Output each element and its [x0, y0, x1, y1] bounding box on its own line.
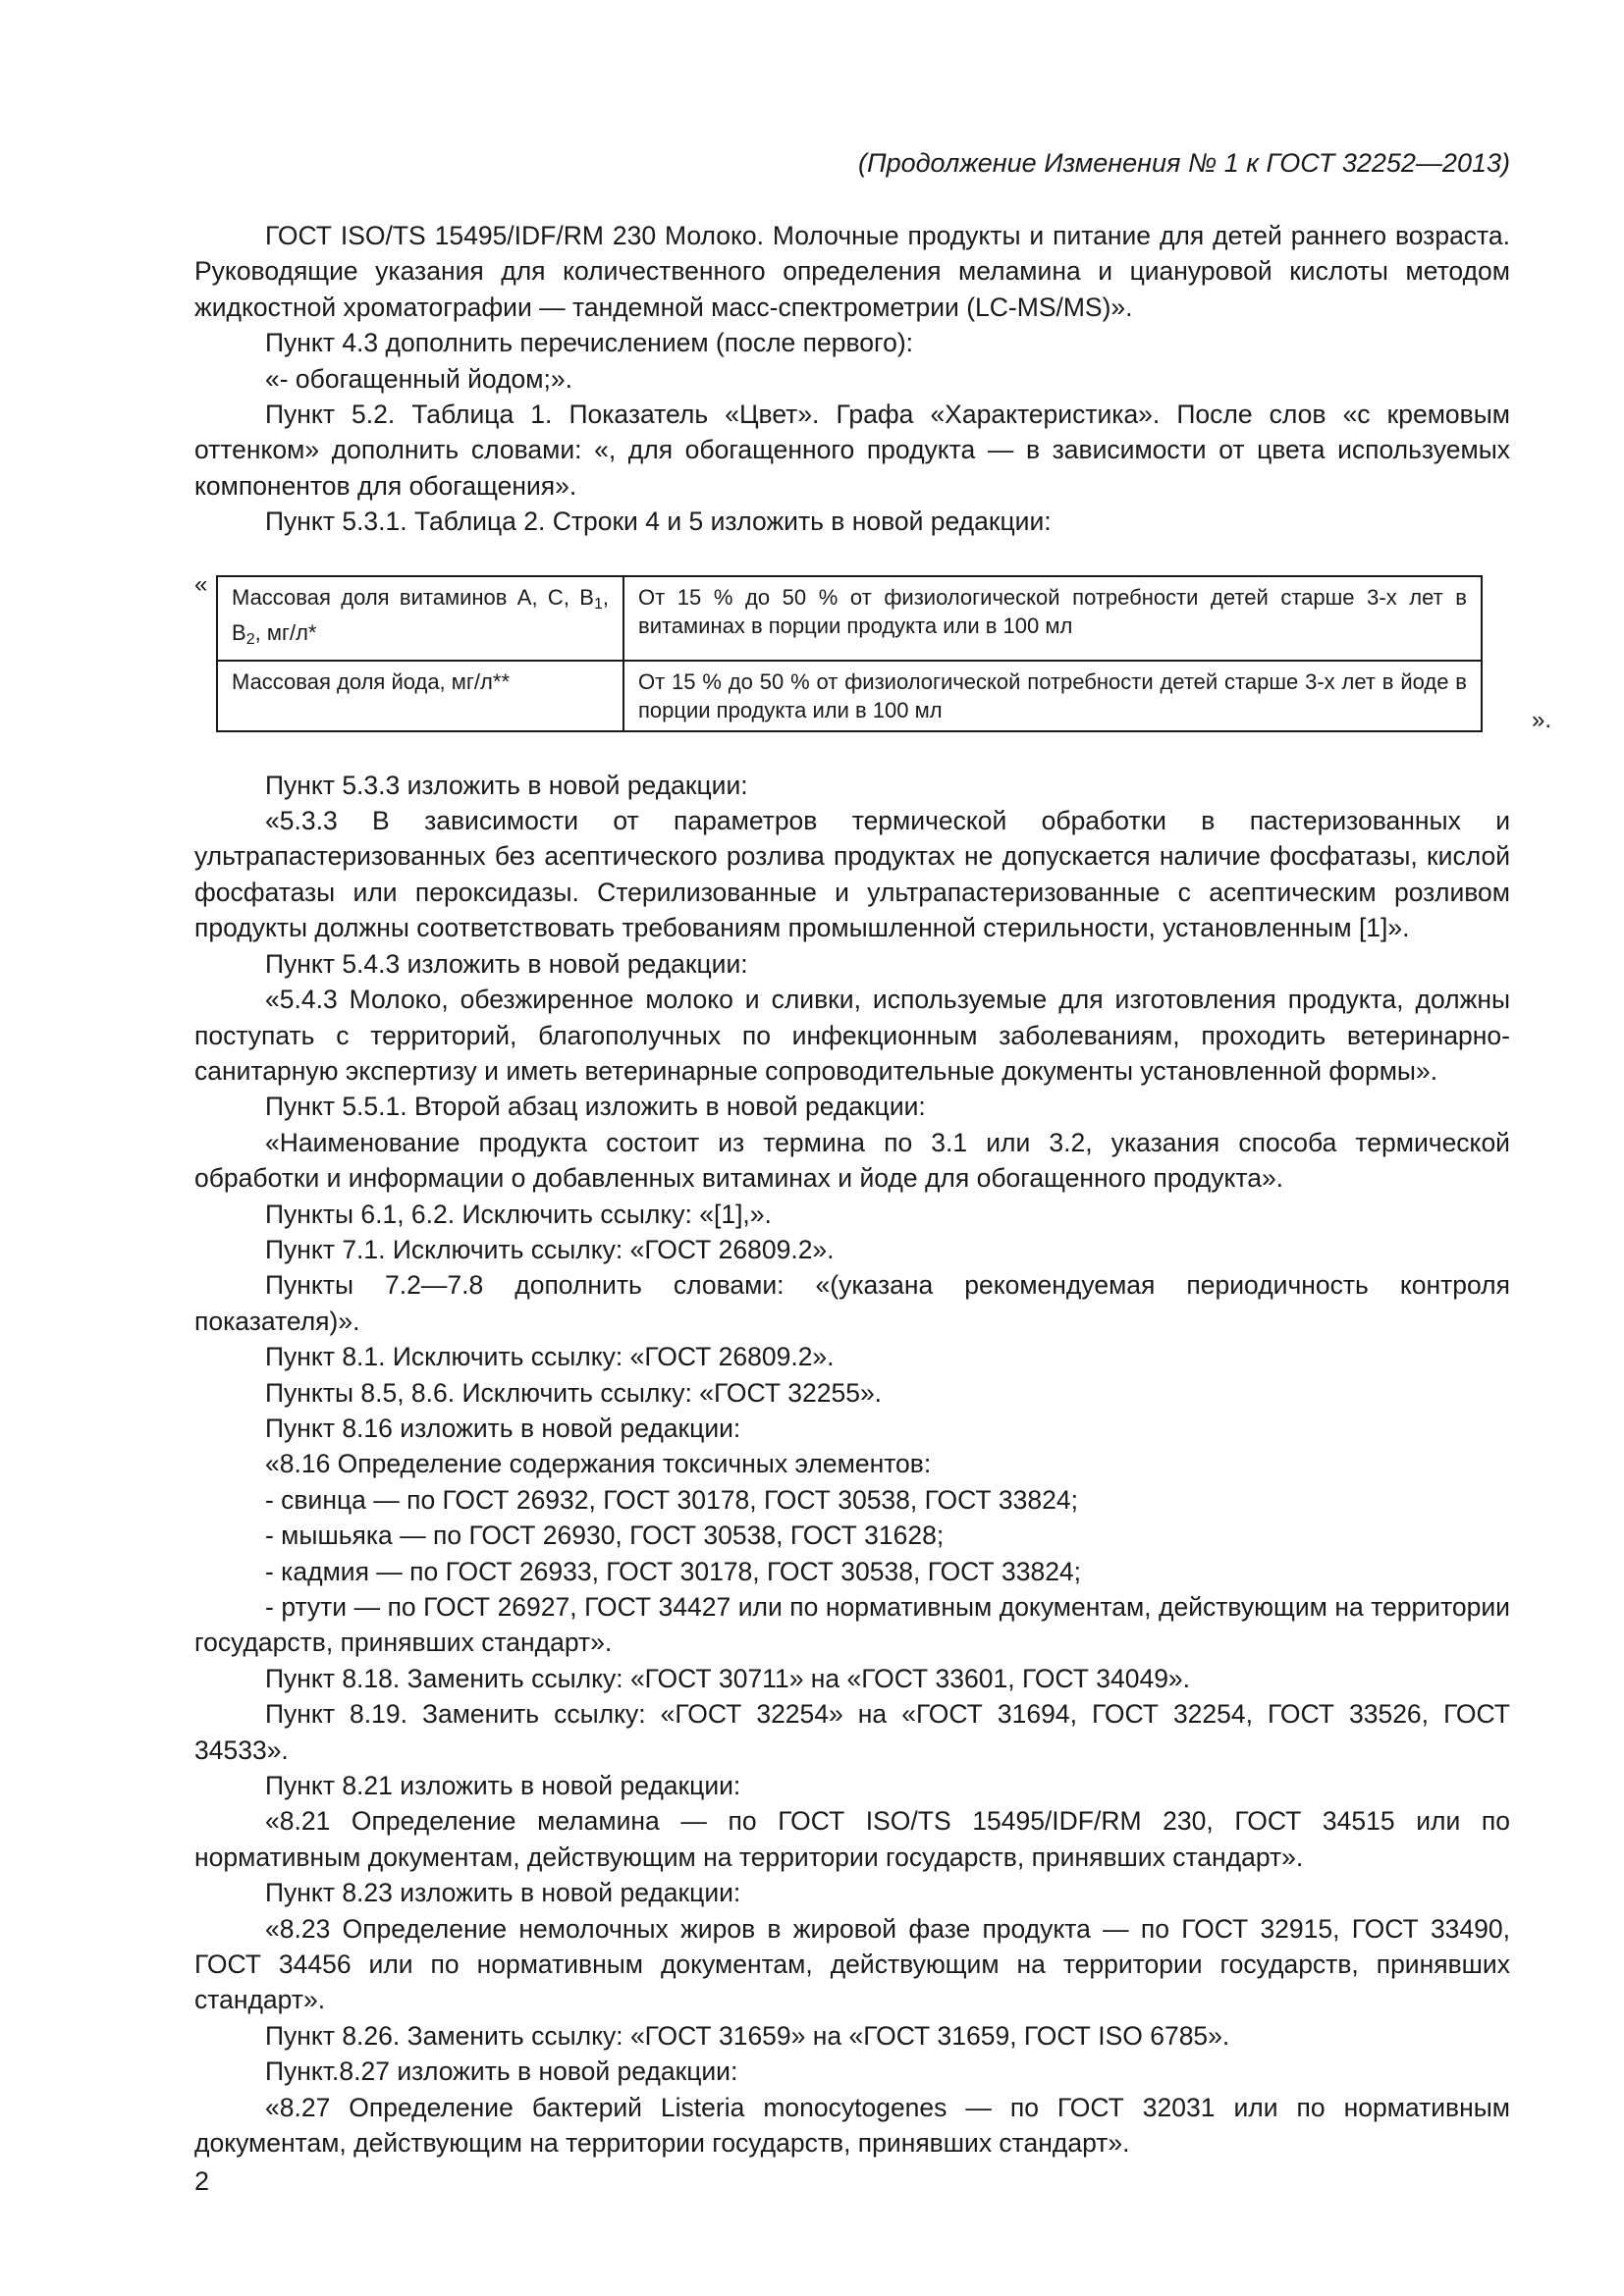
paragraph: - свинца — по ГОСТ 26932, ГОСТ 30178, ГОСТ 30538, ГОСТ 33824;: [265, 1484, 1078, 1515]
paragraph: Пункт 5.3.1. Таблица 2. Строки 4 и 5 изложить в новой редакции:: [265, 507, 1052, 537]
paragraph: «8.27 Определение бактерий Listeria monocytogenes — по ГОСТ 32031 или по нормативным документам, действующим на территории государств, принявших стандарт».: [194, 2092, 1510, 2159]
table-cell-indicator: [217, 576, 623, 661]
table-cell-indicator: Массовая доля йода, мг/л**: [217, 661, 623, 731]
paragraph: Пункт 8.1. Исключить ссылку: «ГОСТ 26809.2».: [265, 1342, 835, 1372]
table-open-quote: «: [194, 570, 208, 598]
cell-text: , мг/л*: [254, 619, 317, 645]
table-row: [217, 576, 1482, 661]
paragraph: - ртути — по ГОСТ 26927, ГОСТ 34427 или по нормативным документам, действующим на территории государств, принявших стандарт».: [194, 1592, 1510, 1658]
paragraph: «8.23 Определение немолочных жиров в жировой фазе продукта — по ГОСТ 32915, ГОСТ 33490, ГОСТ 34456 или по нормативным документам, действующим на территории государств, принявших стандарт».: [194, 1913, 1510, 2015]
paragraph: - мышьяка — по ГОСТ 26930, ГОСТ 30538, ГОСТ 31628;: [265, 1521, 945, 1551]
table-cell-characteristic: От 15 % до 50 % от физиологической потребности детей старше 3-х лет в витаминах в порции продукта или в 100 мл: [623, 576, 1482, 661]
table-container: [194, 570, 1551, 733]
document-page: [194, 145, 1551, 2199]
paragraph: Пункт 8.21 изложить в новой редакции:: [265, 1771, 741, 1801]
paragraph: Пункт 5.5.1. Второй абзац изложить в новой редакции:: [265, 1092, 926, 1122]
paragraph: Пункт 8.23 изложить в новой редакции:: [265, 1878, 741, 1908]
paragraph: Пункт 8.18. Заменить ссылку: «ГОСТ 30711» на «ГОСТ 33601, ГОСТ 34049».: [265, 1663, 1191, 1693]
paragraph: «- обогащенный йодом;».: [265, 363, 572, 394]
paragraph: Пункт 8.26. Заменить ссылку: «ГОСТ 31659» на «ГОСТ 31659, ГОСТ ISO 6785».: [265, 2020, 1230, 2051]
paragraph: Пункты 7.2—7.8 дополнить словами: «(указана рекомендуемая периодичность контроля показателя)».: [194, 1270, 1510, 1336]
paragraph: «Наименование продукта состоит из термина по 3.1 или 3.2, указания способа термической обработки и информации о добавленных витаминах и йоде для обогащенного продукта».: [194, 1127, 1510, 1194]
paragraph: Пункт 5.4.3 изложить в новой редакции:: [265, 948, 748, 979]
page-number: 2: [194, 2165, 210, 2196]
paragraph: Пункт 5.2. Таблица 1. Показатель «Цвет». Графа «Характеристика». После слов «с кремовым оттенком» дополнить словами: «, для обогащенного продукта — в зависимости от цвета используемых компонентов для обогащения».: [194, 400, 1510, 501]
cell-text: Массовая доля витаминов А, С, В: [232, 584, 594, 610]
table-close-quote: ».: [1531, 706, 1551, 733]
body-text: [194, 768, 1510, 2162]
table-cell-characteristic: От 15 % до 50 % от физиологической потребности детей старше 3-х лет в йоде в порции продукта или в 100 мл: [623, 661, 1482, 731]
paragraph: Пункт 5.3.3 изложить в новой редакции:: [265, 770, 748, 800]
page-header: (Продолжение Изменения № 1 к ГОСТ 32252—2013): [858, 148, 1510, 178]
paragraph: Пункты 8.5, 8.6. Исключить ссылку: «ГОСТ 32255».: [265, 1377, 883, 1408]
paragraph: Пункт 8.19. Заменить ссылку: «ГОСТ 32254» на «ГОСТ 31694, ГОСТ 32254, ГОСТ 33526, ГОСТ 34533».: [194, 1699, 1510, 1765]
subscript: 2: [245, 630, 255, 648]
requirements-table: [216, 575, 1483, 732]
paragraph: ГОСТ ISO/TS 15495/IDF/RM 230 Молоко. Молочные продукты и питание для детей раннего возраста. Руководящие указания для количественного определения меламина и циануровой кислоты методом жидкостной хроматографии — тандемной масс-спектрометрии (LC-MS/MS)».: [194, 221, 1510, 322]
paragraph: «8.21 Определение меламина — по ГОСТ ISO/TS 15495/IDF/RM 230, ГОСТ 34515 или по нормативным документам, действующим на территории государств, принявших стандарт».: [194, 1806, 1510, 1872]
paragraph: «8.16 Определение содержания токсичных элементов:: [265, 1449, 932, 1479]
paragraph: Пункт 8.16 изложить в новой редакции:: [265, 1413, 741, 1443]
paragraph: «5.3.3 В зависимости от параметров термической обработки в пастеризованных и ультрапастеризованных без асептического розлива продуктах не допускается наличие фосфатазы, кислой фосфатазы или пероксидазы. Стерилизованные и ультрапастеризованные с асептическим розливом продукты должны соответствовать требованиям промышленной стерильности, установленным [1]».: [194, 806, 1510, 943]
table-row: [217, 661, 1482, 731]
paragraph: Пункт.8.27 изложить в новой редакции:: [265, 2056, 738, 2087]
paragraph: Пункты 6.1, 6.2. Исключить ссылку: «[1],».: [265, 1199, 772, 1229]
paragraph: - кадмия — по ГОСТ 26933, ГОСТ 30178, ГОСТ 30538, ГОСТ 33824;: [265, 1556, 1082, 1586]
subscript: 1: [593, 595, 603, 613]
paragraph: Пункт 7.1. Исключить ссылку: «ГОСТ 26809.2».: [265, 1234, 835, 1264]
cell-text: , В: [232, 584, 609, 645]
paragraph: «5.4.3 Молоко, обезжиренное молоко и сливки, используемые для изготовления продукта, должны поступать с территорий, благополучных по инфекционным заболеваниям, проходить ветеринарно-санитарную экспертизу и иметь ветеринарные сопроводительные документы установленной формы».: [194, 985, 1510, 1086]
paragraph: Пункт 4.3 дополнить перечислением (после первого):: [265, 328, 914, 358]
